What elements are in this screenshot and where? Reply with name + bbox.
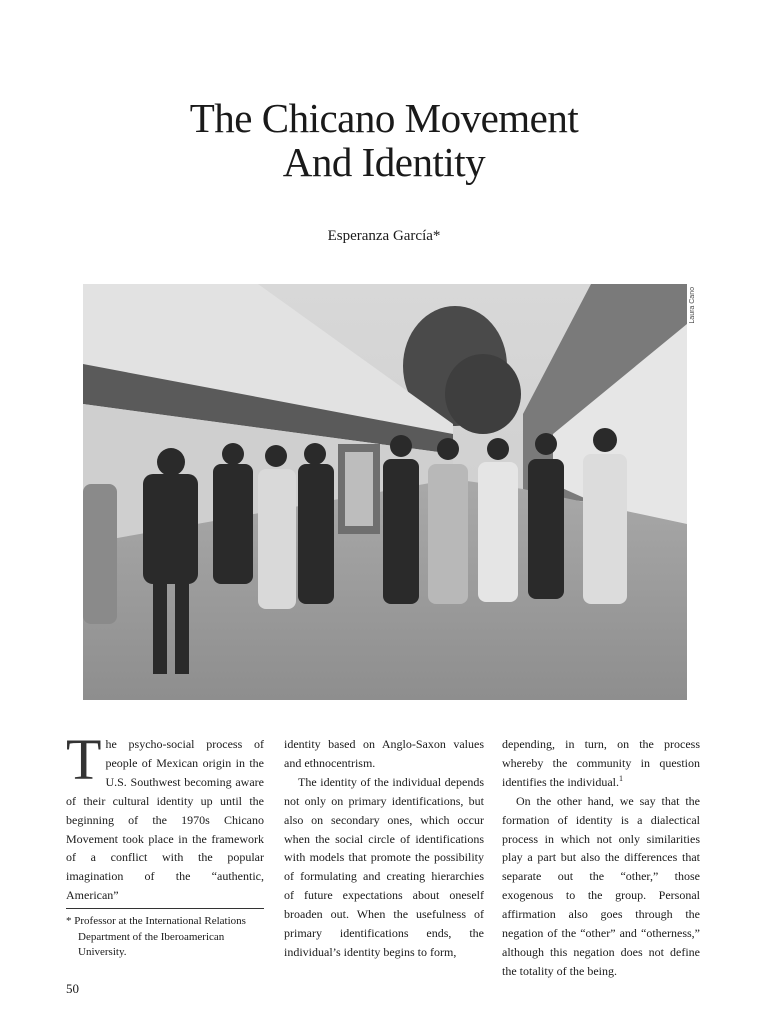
photo-illustration <box>83 284 687 700</box>
footnote-divider <box>66 908 264 909</box>
drop-cap: T <box>66 727 102 792</box>
footnote-text: * Professor at the International Relations Department of the Iberoamerican University. <box>66 915 246 958</box>
article-title <box>0 96 768 184</box>
text-column-1 <box>66 727 264 905</box>
opening-text: he psycho-social process of people of Mexican origin in the U.S. Southwest becoming aware of their cultural identity up until the beginning of the 1970s Chicano Movement took place in the framework of a conflict with the popular imagination of the “authentic, American” <box>66 737 264 903</box>
column2-paragraph-2: The identity of the individual depends not only on primary identifications, but also on secondary ones, which occur when the social circle of identifications with models that promote the possibility of formulating and creating hierarchies of future expectations about oneself broaden out. When the usefulness of primary identifications ends, the individual’s identity begins to form, <box>284 774 484 959</box>
article-photo <box>83 284 687 700</box>
title-line-1: The Chicano Movement <box>189 95 579 141</box>
column3-paragraph-2: On the other hand, we say that the formation of identity is a dialectical process in which not only similarities play a part but also the differences that separate out the “other,” those exogenous to the group. Personal affirmation also goes through the negation of the “other” and “otherness,” although this negation does not define the totality of the being. <box>502 793 700 978</box>
photo-credit: Laura Cano <box>689 287 696 324</box>
title-line-2: And Identity <box>282 139 486 185</box>
text-column-2 <box>284 735 484 962</box>
author-byline: Esperanza García* <box>327 228 441 244</box>
column2-paragraph-1: identity based on Anglo-Saxon values and ethnocentrism. <box>284 737 484 770</box>
opening-paragraph <box>66 727 264 905</box>
page-number: 50 <box>66 981 79 996</box>
footnote-reference: 1 <box>618 773 623 783</box>
column3-paragraph-1-text: depending, in turn, on the process whereby the community in question identifies the individual. <box>502 737 700 789</box>
text-column-3 <box>502 735 700 981</box>
footnote <box>66 914 266 961</box>
column3-paragraph-1 <box>502 735 700 792</box>
